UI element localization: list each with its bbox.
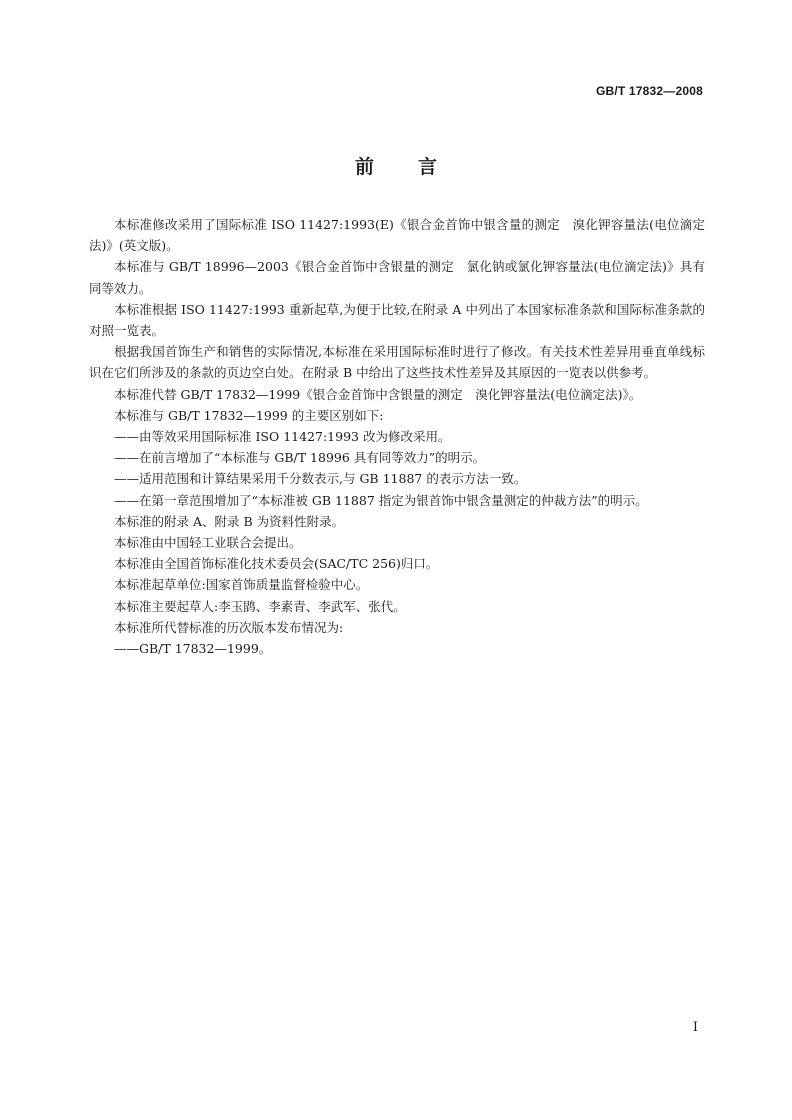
paragraph: 本标准根据 ISO 11427:1993 重新起草,为便于比较,在附录 A 中列出了本国家标准条款和国际标准条款的对照一览表。 [89, 301, 705, 339]
list-item: ——在前言增加了“本标准与 GB/T 18996 具有同等效力”的明示。 [114, 450, 486, 466]
paragraph: 根据我国首饰生产和销售的实际情况,本标准在采用国际标准时进行了修改。有关技术性差异用垂直单线标识在它们所涉及的条款的页边空白处。在附录 B 中给出了这些技术性差异及其原因的一览表以供参考。 [89, 344, 705, 381]
paragraph: 本标准与 GB/T 17832—1999 的主要区别如下: [114, 407, 384, 423]
paragraph: 本标准所代替标准的历次版本发布情况为: [114, 619, 344, 635]
paragraph: 本标准由中国轻工业联合会提出。 [114, 535, 302, 551]
paragraph: 本标准主要起草人:李玉鹍、李素青、李武军、张代。 [114, 598, 406, 614]
paragraph: 本标准与 GB/T 18996—2003《银合金首饰中含银量的测定 氯化钠或氯化钾容量法(电位滴定法)》具有同等效力。 [89, 259, 705, 296]
list-item: ——在第一章范围增加了“本标准被 GB 11887 指定为银首饰中银含量测定的仲裁方法”的明示。 [114, 492, 648, 508]
list-item: ——由等效采用国际标准 ISO 11427:1993 改为修改采用。 [114, 429, 451, 445]
paragraph: 本标准的附录 A、附录 B 为资料性附录。 [114, 513, 345, 529]
standard-code: GB/T 17832—2008 [595, 84, 703, 98]
page-title: 前言 [354, 156, 481, 178]
page-number: I [692, 1020, 698, 1035]
paragraph: 本标准起草单位:国家首饰质量监督检验中心。 [114, 577, 369, 593]
paragraph: 本标准修改采用了国际标准 ISO 11427:1993(E)《银合金首饰中银含量的测定 溴化钾容量法(电位滴定法)》(英文版)。 [89, 217, 705, 254]
paragraph: 本标准由全国首饰标准化技术委员会(SAC/TC 256)归口。 [114, 556, 439, 572]
foreword-body [89, 214, 705, 659]
paragraph: 本标准代替 GB/T 17832—1999《银合金首饰中含银量的测定 溴化钾容量法(电位滴定法)》。 [114, 386, 642, 402]
list-item: ——适用范围和计算结果采用千分数表示,与 GB 11887 的表示方法一致。 [114, 471, 527, 487]
list-item: ——GB/T 17832—1999。 [114, 641, 272, 657]
